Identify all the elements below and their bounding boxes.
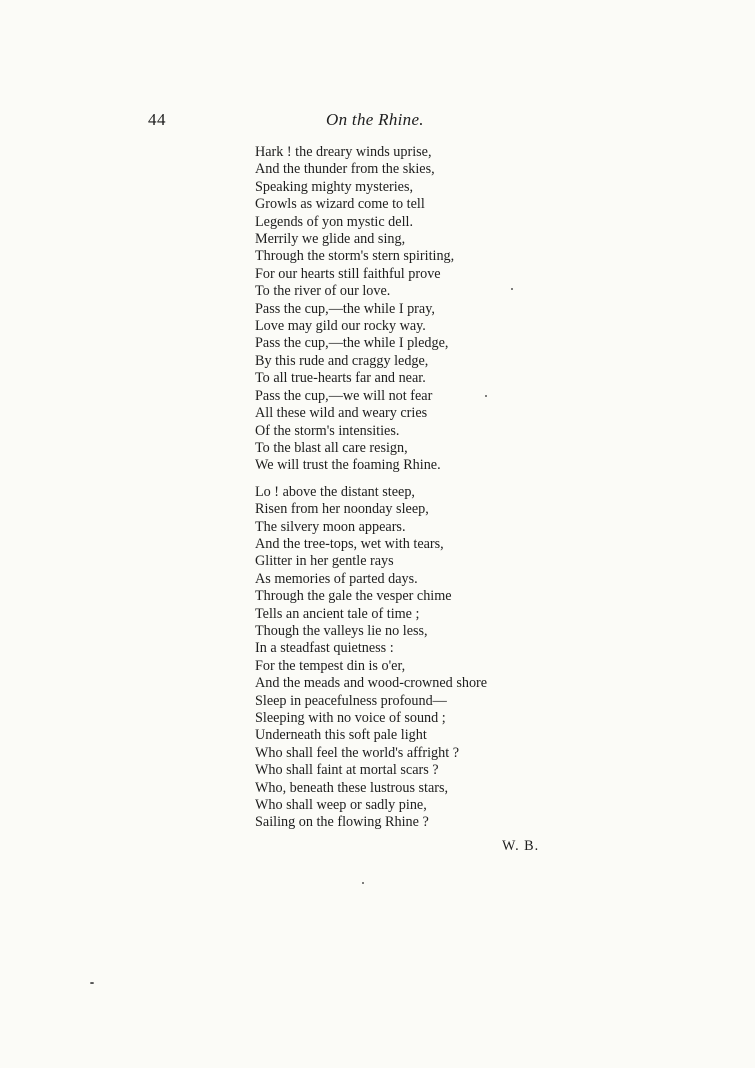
poem-line: Pass the cup,—the while I pray, bbox=[255, 300, 435, 317]
scan-speck bbox=[511, 288, 513, 290]
poem-line: To the blast all care resign, bbox=[255, 439, 408, 456]
poem-line: As memories of parted days. bbox=[255, 570, 418, 587]
signature: W. B. bbox=[502, 838, 540, 854]
poem-line: Merrily we glide and sing, bbox=[255, 231, 406, 248]
poem-line: For the tempest din is o'er, bbox=[255, 657, 406, 674]
poem-line: Love may gild our rocky way. bbox=[255, 318, 426, 335]
poem-line: Sleep in peacefulness profound— bbox=[255, 692, 447, 709]
poem-line: Growls as wizard come to tell bbox=[255, 196, 425, 213]
stanza bbox=[255, 144, 555, 475]
poem-line: To the river of our love. bbox=[255, 283, 391, 300]
poem-line: Through the storm's stern spiriting, bbox=[255, 248, 455, 265]
poem-line: Who, beneath these lustrous stars, bbox=[255, 779, 449, 796]
poem-line: Who shall feel the world's affright ? bbox=[255, 744, 460, 761]
poem-line: And the meads and wood-crowned shore bbox=[255, 675, 488, 692]
scan-speck bbox=[362, 882, 364, 884]
poem-line: The silvery moon appears. bbox=[255, 518, 406, 535]
poem-line: Tells an ancient tale of time ; bbox=[255, 605, 420, 622]
poem-line: Who shall faint at mortal scars ? bbox=[255, 762, 439, 779]
poem-line: Legends of yon mystic dell. bbox=[255, 213, 414, 230]
poem-line: All these wild and weary cries bbox=[255, 405, 428, 422]
poem-line: Through the gale the vesper chime bbox=[255, 588, 452, 605]
poem-line: Of the storm's intensities. bbox=[255, 422, 400, 439]
poem-line: Hark ! the dreary winds uprise, bbox=[255, 144, 432, 160]
scan-speck bbox=[485, 395, 487, 397]
page-number: 44 bbox=[148, 110, 166, 129]
poem-line: Though the valleys lie no less, bbox=[255, 622, 428, 639]
poem-line: Sailing on the flowing Rhine ? bbox=[255, 814, 429, 831]
poem-line: Underneath this soft pale light bbox=[255, 727, 427, 744]
poem-line: To all true-hearts far and near. bbox=[255, 370, 426, 387]
poem-line: Risen from her noonday sleep, bbox=[255, 501, 429, 518]
poem bbox=[255, 144, 555, 832]
poem-line: For our hearts still faithful prove bbox=[255, 265, 441, 282]
poem-line: And the thunder from the skies, bbox=[255, 161, 435, 178]
poem-line: In a steadfast quietness : bbox=[255, 640, 394, 657]
poem-line: Pass the cup,—the while I pledge, bbox=[255, 335, 449, 352]
poem-line: Glitter in her gentle rays bbox=[255, 553, 394, 570]
poem-line: Speaking mighty mysteries, bbox=[255, 178, 414, 195]
stanza bbox=[255, 484, 555, 832]
scan-speck bbox=[90, 982, 94, 984]
poem-line: Who shall weep or sadly pine, bbox=[255, 797, 427, 814]
poem-line: By this rude and craggy ledge, bbox=[255, 352, 429, 369]
poem-line: And the tree-tops, wet with tears, bbox=[255, 535, 444, 552]
running-title: On the Rhine. bbox=[326, 110, 424, 129]
poem-line: Pass the cup,—we will not fear bbox=[255, 387, 433, 404]
poem-line: We will trust the foaming Rhine. bbox=[255, 457, 441, 474]
poem-line: Lo ! above the distant steep, bbox=[255, 483, 415, 500]
poem-line: Sleeping with no voice of sound ; bbox=[255, 710, 446, 726]
